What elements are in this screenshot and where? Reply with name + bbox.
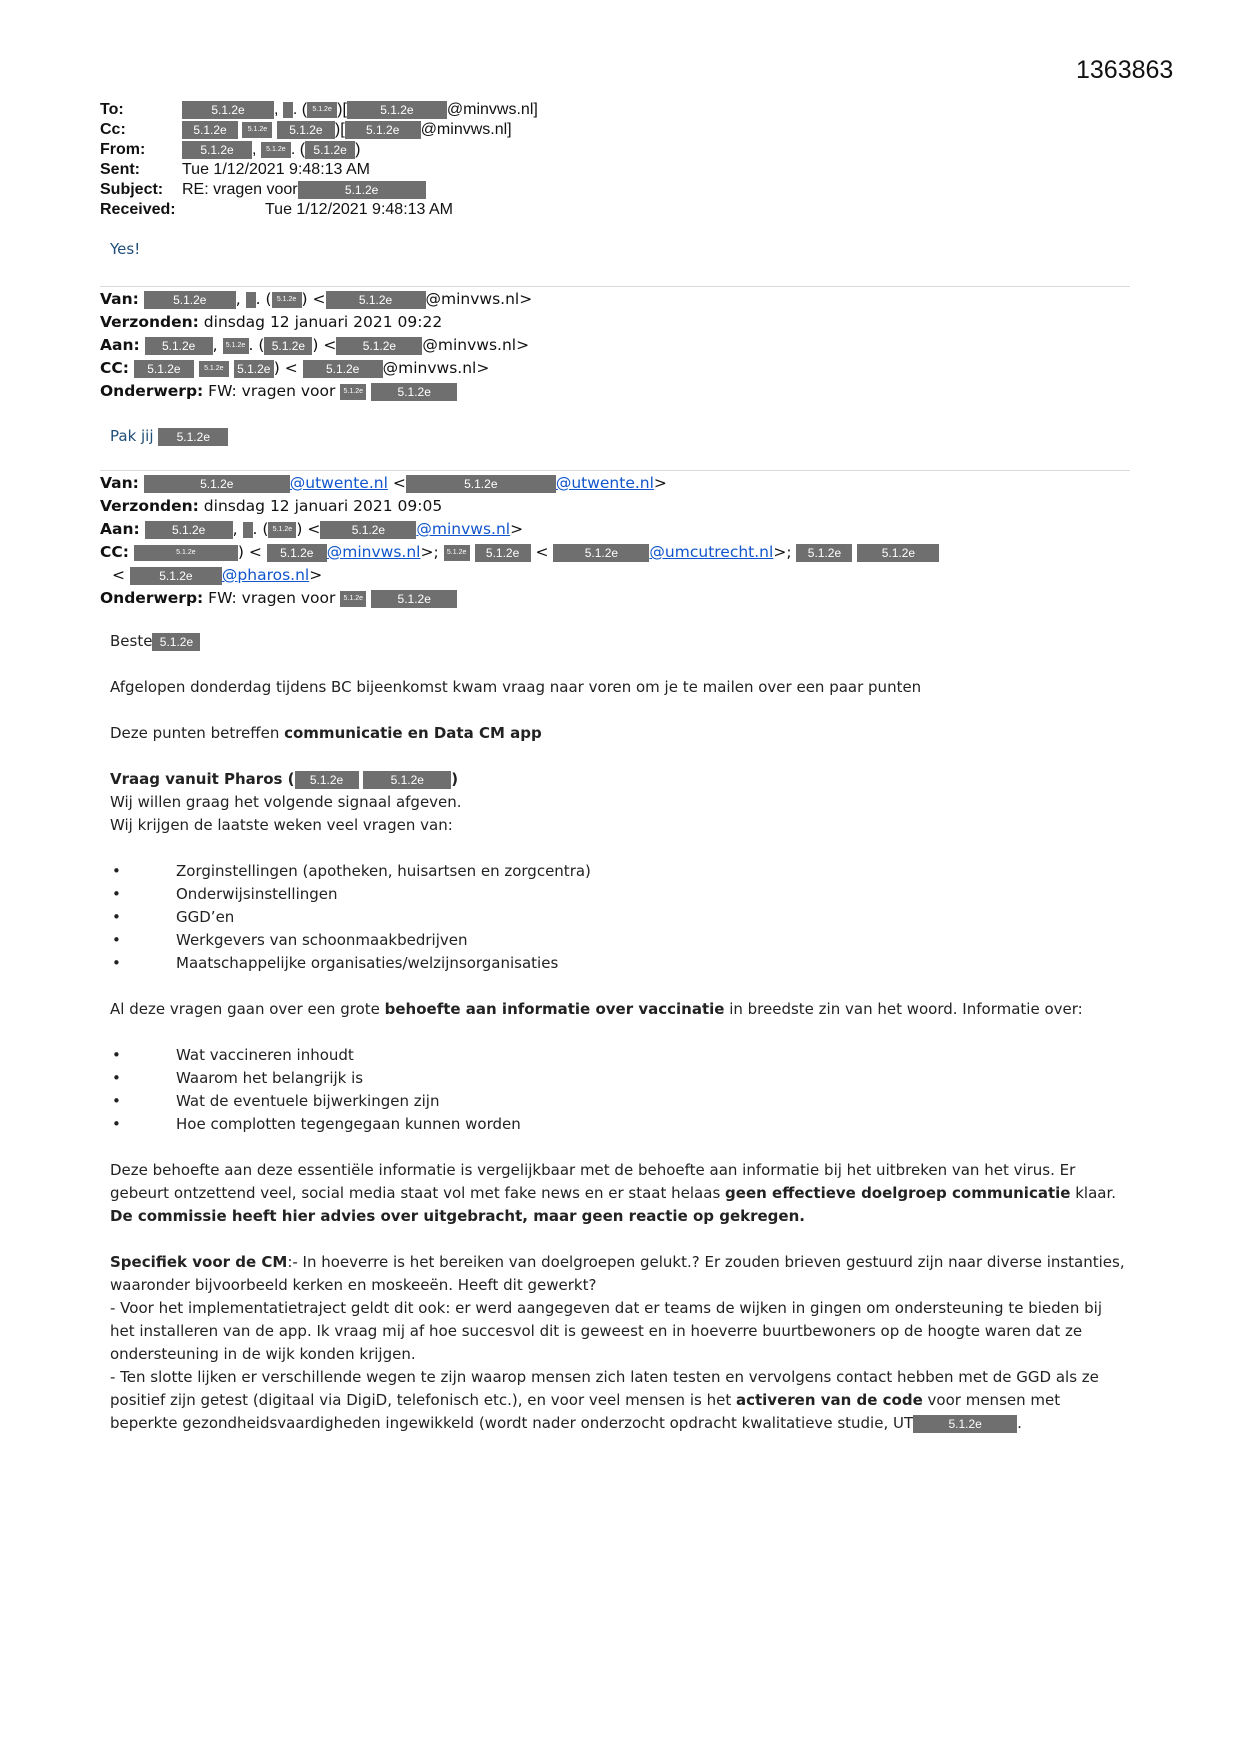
fwd1-header: Van: 5.1.2e , . ( 5.1.2e ) < 5.1.2e @minvws.nl> Verzonden: dinsdag 12 januari 2021 09:22 Aan: 5.1.2e , 5.1.2e . ( 5.1.2e ) < 5.1.2e @minvws.nl> CC: 5.1.2e 5.1.2e 5.1.2e ) < 5.1.2e @minvws.nl> Onderwerp: FW: vragen voor 5.1.2e 5.1.2e	[100, 290, 533, 400]
fwd2-header: Van: 5.1.2e @utwente.nl < 5.1.2e @utwente.nl> Verzonden: dinsdag 12 januari 2021 09:05 Aan: 5.1.2e , . ( 5.1.2e ) < 5.1.2e @minvws.nl> CC: 5.1.2e ) < 5.1.2e @minvws.nl>; 5.1.2e 5.1.2e < 5.1.2e @umcutrecht.nl>; 5.1.2e 5.1.2e < 5.1.2e @pharos.nl> Onderwerp: FW: vragen voor 5.1.2e 5.1.2e	[100, 472, 939, 610]
redaction: 5.1.2e	[475, 544, 531, 562]
list-item: • GGD’en	[110, 906, 1130, 929]
redaction: 5.1.2e	[363, 771, 451, 789]
list-item: • Hoe complotten tegengegaan kunnen worden	[110, 1113, 1130, 1136]
redaction: 5.1.2e	[145, 521, 233, 539]
redaction: 5.1.2e	[223, 338, 249, 354]
question-line: Wij willen graag het volgende signaal afgeven.	[110, 793, 462, 811]
redaction: 5.1.2e	[303, 360, 383, 378]
redaction	[246, 292, 256, 308]
list-item: • Maatschappelijke organisaties/welzijnsorganisaties	[110, 952, 1130, 975]
subject-value: RE: vragen voor	[182, 181, 298, 198]
redaction: 5.1.2e	[336, 337, 422, 355]
redaction: 5.1.2e	[345, 121, 421, 139]
redaction: 5.1.2e	[144, 475, 290, 493]
verzonden-value: dinsdag 12 januari 2021 09:22	[203, 313, 443, 331]
redaction	[243, 522, 253, 538]
sent-label: Sent:	[100, 161, 140, 178]
sent-value: Tue 1/12/2021 9:48:13 AM	[182, 161, 370, 178]
paragraph: Deze behoefte aan deze essentiële informatie is vergelijkbaar met de behoefte aan informatie bij het uitbreken van het virus. Er gebeurt ontzettend veel, social media staat vol met fake news en er staat helaas geen effectieve doelgroep communicatie klaar. De commissie heeft hier advies over uitgebracht, maar geen reactie op gekregen.	[110, 1161, 1117, 1225]
aan-domain: @minvws.nl>	[422, 336, 530, 354]
cc-label: Cc:	[100, 121, 126, 138]
list-item: • Wat vaccineren inhoudt	[110, 1044, 1130, 1067]
redaction: 5.1.2e	[158, 428, 228, 446]
cc-label: CC:	[100, 359, 129, 377]
aan-email-link[interactable]: @minvws.nl	[416, 520, 511, 538]
document-id: 1363863	[1076, 56, 1174, 84]
redaction: 5.1.2e	[326, 291, 426, 309]
van-label: Van:	[100, 474, 139, 492]
cc-email-link-3[interactable]: @pharos.nl	[221, 566, 310, 584]
reply-text: Yes!	[110, 240, 141, 258]
message-body	[110, 630, 1130, 1435]
onderwerp-value: FW: vragen voor	[208, 382, 336, 400]
onderwerp-label: Onderwerp:	[100, 589, 204, 607]
redaction: 5.1.2e	[305, 141, 355, 159]
list-item: • Zorginstellingen (apotheken, huisartsen en zorgcentra)	[110, 860, 1130, 883]
redaction: 5.1.2e	[295, 771, 359, 789]
from-label: From:	[100, 141, 146, 158]
van-label: Van:	[100, 290, 139, 308]
redaction: 5.1.2e	[553, 544, 649, 562]
redaction: 5.1.2e	[320, 521, 416, 539]
cc-domain: @minvws.nl>	[382, 359, 490, 377]
redaction: 5.1.2e	[272, 292, 302, 308]
question-title: Vraag vanuit Pharos (	[110, 770, 295, 788]
pak-jij-line	[110, 427, 228, 446]
redaction: 5.1.2e	[134, 545, 238, 561]
onderwerp-value: FW: vragen voor	[208, 589, 336, 607]
redaction: 5.1.2e	[371, 590, 457, 608]
redaction: 5.1.2e	[913, 1415, 1017, 1433]
divider	[100, 470, 1130, 471]
to-label: To:	[100, 101, 124, 118]
van-email-link[interactable]: @utwente.nl	[289, 474, 388, 492]
redaction: 5.1.2e	[340, 384, 366, 400]
redaction: 5.1.2e	[340, 591, 366, 607]
redaction: 5.1.2e	[371, 383, 457, 401]
list-item: • Werkgevers van schoonmaakbedrijven	[110, 929, 1130, 952]
onderwerp-label: Onderwerp:	[100, 382, 204, 400]
redaction: 5.1.2e	[796, 544, 852, 562]
cc-email-link[interactable]: @minvws.nl	[326, 543, 421, 561]
redaction: 5.1.2e	[307, 102, 337, 118]
verzonden-value: dinsdag 12 januari 2021 09:05	[203, 497, 443, 515]
paragraph: Deze punten betreffen communicatie en Data CM app	[110, 724, 542, 742]
redaction: 5.1.2e	[144, 291, 236, 309]
question-block: Vraag vanuit Pharos ( 5.1.2e 5.1.2e ) Wij willen graag het volgende signaal afgeven. Wij krijgen de laatste weken veel vragen van:	[110, 768, 1130, 837]
divider	[100, 286, 1130, 287]
redaction: 5.1.2e	[347, 101, 447, 119]
aan-label: Aan:	[100, 336, 140, 354]
redaction: 5.1.2e	[242, 122, 272, 138]
redaction: 5.1.2e	[182, 141, 252, 159]
redaction: 5.1.2e	[199, 361, 229, 377]
paragraph: Afgelopen donderdag tijdens BC bijeenkomst kwam vraag naar voren om je te mailen over een paar punten	[110, 678, 922, 696]
greeting: Beste 5.1.2e	[110, 630, 1130, 653]
redaction: 5.1.2e	[152, 633, 200, 651]
redaction: 5.1.2e	[261, 142, 291, 158]
received-label: Received:	[100, 201, 176, 218]
bullet-list	[110, 860, 1130, 975]
bullet-list	[110, 1044, 1130, 1136]
redaction: 5.1.2e	[444, 545, 470, 561]
verzonden-label: Verzonden:	[100, 313, 199, 331]
redaction: 5.1.2e	[406, 475, 556, 493]
list-item: • Wat de eventuele bijwerkingen zijn	[110, 1090, 1130, 1113]
redaction: 5.1.2e	[267, 544, 327, 562]
aan-label: Aan:	[100, 520, 140, 538]
list-item: • Onderwijsinstellingen	[110, 883, 1130, 906]
subject-label: Subject:	[100, 181, 164, 198]
redaction: 5.1.2e	[145, 337, 213, 355]
redaction: 5.1.2e	[234, 360, 274, 378]
paragraph: Al deze vragen gaan over een grote behoefte aan informatie over vaccinatie in breedste zin van het woord. Informatie over:	[110, 1000, 1083, 1018]
cc-domain: @minvws.nl]	[420, 121, 512, 138]
redaction: 5.1.2e	[298, 181, 426, 199]
redaction: 5.1.2e	[130, 567, 222, 585]
redaction: 5.1.2e	[857, 544, 939, 562]
paragraph: Specifiek voor de CM:- In hoeverre is het bereiken van doelgroepen gelukt.? Er zouden brieven gestuurd zijn naar diverse instanties, waaronder bijvoorbeeld kerken en moskeeën. Heeft dit gewerkt? - Voor het implementatietraject geldt dit ook: er werd aangegeven dat er teams de wijken in gingen om ondersteuning te bieden bij het installeren van de app. Ik vraag mij af hoe succesvol dit is geweest en in hoeverre buurtbewoners op de hoogte waren dat ze ondersteuning in de wijk konden krijgen. - Ten slotte lijken er verschillende wegen te zijn waarop mensen zich laten testen en vervolgens contact hebben met de GGD als ze positief zijn getest (digitaal via DigiD, telefonisch etc.), en voor veel mensen is het activeren van de code voor mensen met beperkte gezondheidsvaardigheden ingewikkeld (wordt nader onderzocht opdracht kwalitatieve studie, UT 5.1.2e .	[110, 1253, 1125, 1432]
redaction: 5.1.2e	[134, 360, 194, 378]
redaction: 5.1.2e	[277, 121, 335, 139]
redaction	[283, 102, 293, 118]
cc-email-link-2[interactable]: @umcutrecht.nl	[649, 543, 774, 561]
van-email-link-2[interactable]: @utwente.nl	[555, 474, 654, 492]
pak-jij-text: Pak jij	[110, 427, 154, 445]
cc-label: CC:	[100, 543, 129, 561]
redaction: 5.1.2e	[268, 522, 296, 538]
list-item: • Waarom het belangrijk is	[110, 1067, 1130, 1090]
received-value: Tue 1/12/2021 9:48:13 AM	[265, 201, 453, 218]
van-domain: @minvws.nl>	[425, 290, 533, 308]
redaction: 5.1.2e	[182, 101, 274, 119]
redaction: 5.1.2e	[182, 121, 238, 139]
verzonden-label: Verzonden:	[100, 497, 199, 515]
question-line: Wij krijgen de laatste weken veel vragen van:	[110, 816, 453, 834]
redaction: 5.1.2e	[264, 337, 312, 355]
to-domain: @minvws.nl]	[446, 101, 538, 118]
